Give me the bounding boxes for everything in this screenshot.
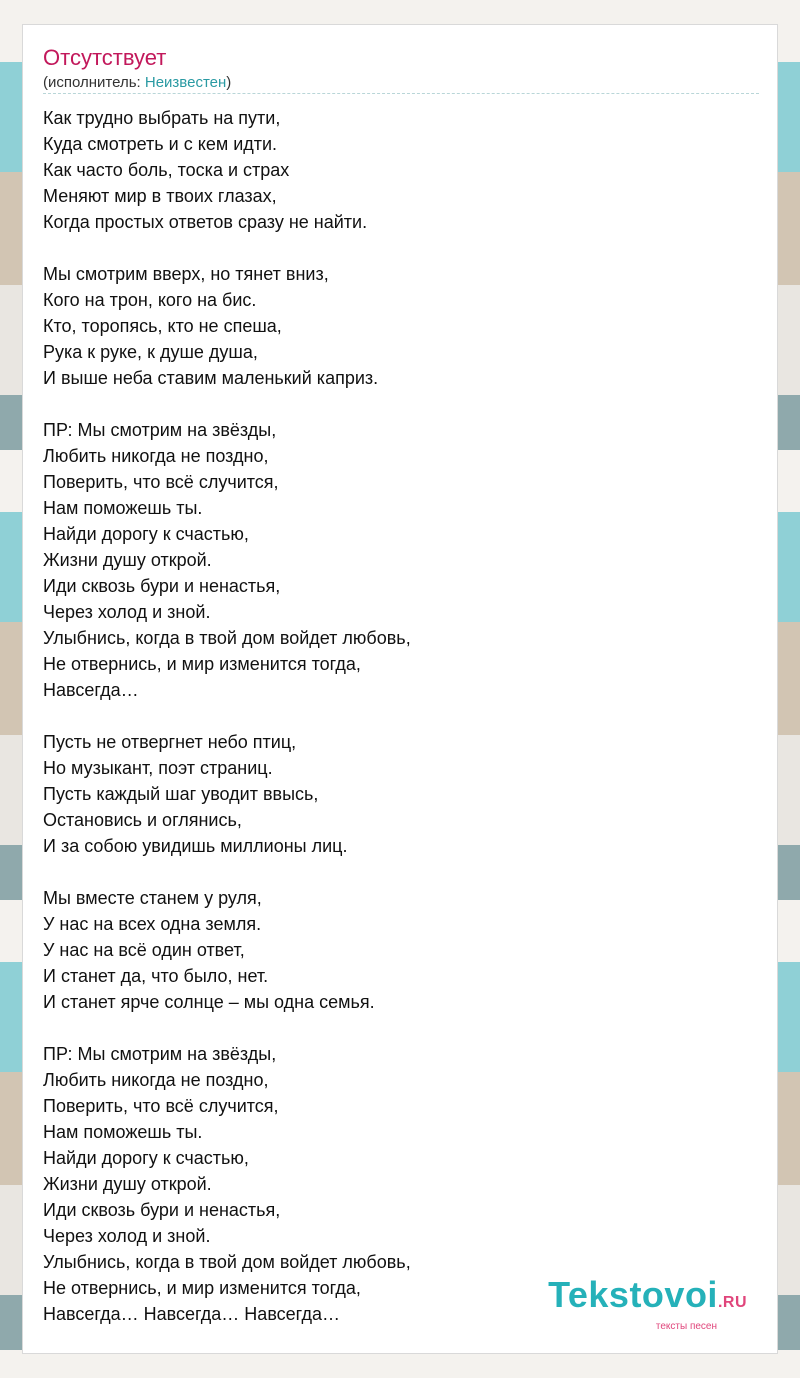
lyric-line: ПР: Мы смотрим на звёзды, — [43, 1044, 277, 1064]
lyric-line: Но музыкант, поэт страниц. — [43, 758, 273, 778]
lyric-line: Когда простых ответов сразу не найти. — [43, 212, 368, 232]
lyric-line: Через холод и зной. — [43, 1226, 211, 1246]
lyric-line: У нас на всё один ответ, — [43, 940, 245, 960]
lyric-line: И за собою увидишь миллионы лиц. — [43, 836, 348, 856]
lyric-line: Нам поможешь ты. — [43, 498, 203, 518]
lyric-line: Найди дорогу к счастью, — [43, 524, 249, 544]
site-logo[interactable] — [548, 1274, 747, 1333]
lyric-line: Нам поможешь ты. — [43, 1122, 203, 1142]
lyric-line: Через холод и зной. — [43, 602, 211, 622]
logo-main-text: Tekstovoi — [548, 1274, 718, 1315]
lyric-line: Пусть каждый шаг уводит ввысь, — [43, 784, 319, 804]
artist-suffix: ) — [226, 74, 232, 91]
lyric-line: Меняют мир в твоих глазах, — [43, 186, 277, 206]
lyric-line: Иди сквозь бури и ненастья, — [43, 1200, 281, 1220]
lyric-line: Поверить, что всё случится, — [43, 472, 279, 492]
lyric-line: Найди дорогу к счастью, — [43, 1148, 249, 1168]
lyrics-card — [22, 24, 778, 1354]
logo-wordmark — [548, 1274, 747, 1321]
lyric-line: У нас на всех одна земля. — [43, 914, 262, 934]
lyric-line: И станет ярче солнце – мы одна семья. — [43, 992, 375, 1012]
lyrics-stanza — [43, 261, 759, 391]
logo-tagline: тексты песен — [655, 1321, 717, 1332]
lyric-line: Мы смотрим вверх, но тянет вниз, — [43, 264, 329, 284]
lyric-line: Пусть не отвергнет небо птиц, — [43, 732, 297, 752]
lyric-line: Жизни душу открой. — [43, 1174, 212, 1194]
lyric-line: Улыбнись, когда в твой дом войдет любовь, — [43, 1252, 411, 1272]
lyrics-body — [43, 105, 759, 1353]
lyric-line: Не отвернись, и мир изменится тогда, — [43, 1278, 361, 1298]
lyric-line: Куда смотреть и с кем идти. — [43, 134, 278, 154]
lyric-line: Любить никогда не поздно, — [43, 446, 269, 466]
lyric-line: Поверить, что всё случится, — [43, 1096, 279, 1116]
song-title: Отсутствует — [43, 45, 167, 70]
lyric-line: Мы вместе станем у руля, — [43, 888, 262, 908]
lyrics-stanza — [43, 885, 759, 1015]
artist-link[interactable]: Неизвестен — [144, 74, 227, 91]
lyric-line: Рука к руке, к душе душа, — [43, 342, 258, 362]
artist-prefix: (исполнитель: — [43, 74, 145, 91]
lyric-line: Навсегда… Навсегда… Навсегда… — [43, 1304, 340, 1324]
lyric-line: Любить никогда не поздно, — [43, 1070, 269, 1090]
lyrics-stanza — [43, 729, 759, 859]
lyric-line: Как часто боль, тоска и страх — [43, 160, 290, 180]
lyric-line: Как трудно выбрать на пути, — [43, 108, 281, 128]
lyric-line: Остановись и оглянись, — [43, 810, 242, 830]
lyrics-stanza — [43, 105, 759, 235]
lyric-line: Навсегда… — [43, 680, 139, 700]
lyric-line: Иди сквозь бури и ненастья, — [43, 576, 281, 596]
lyric-line: И выше неба ставим маленький каприз. — [43, 368, 379, 388]
logo-tld: .RU — [717, 1294, 747, 1311]
lyric-line: Не отвернись, и мир изменится тогда, — [43, 654, 361, 674]
lyric-line: И станет да, что было, нет. — [43, 966, 269, 986]
lyric-line: ПР: Мы смотрим на звёзды, — [43, 420, 277, 440]
lyrics-stanza — [43, 417, 759, 703]
lyric-line: Улыбнись, когда в твой дом войдет любовь, — [43, 628, 411, 648]
artist-line — [43, 74, 759, 94]
lyric-line: Кто, торопясь, кто не спеша, — [43, 316, 282, 336]
lyric-line: Кого на трон, кого на бис. — [43, 290, 257, 310]
lyric-line: Жизни душу открой. — [43, 550, 212, 570]
